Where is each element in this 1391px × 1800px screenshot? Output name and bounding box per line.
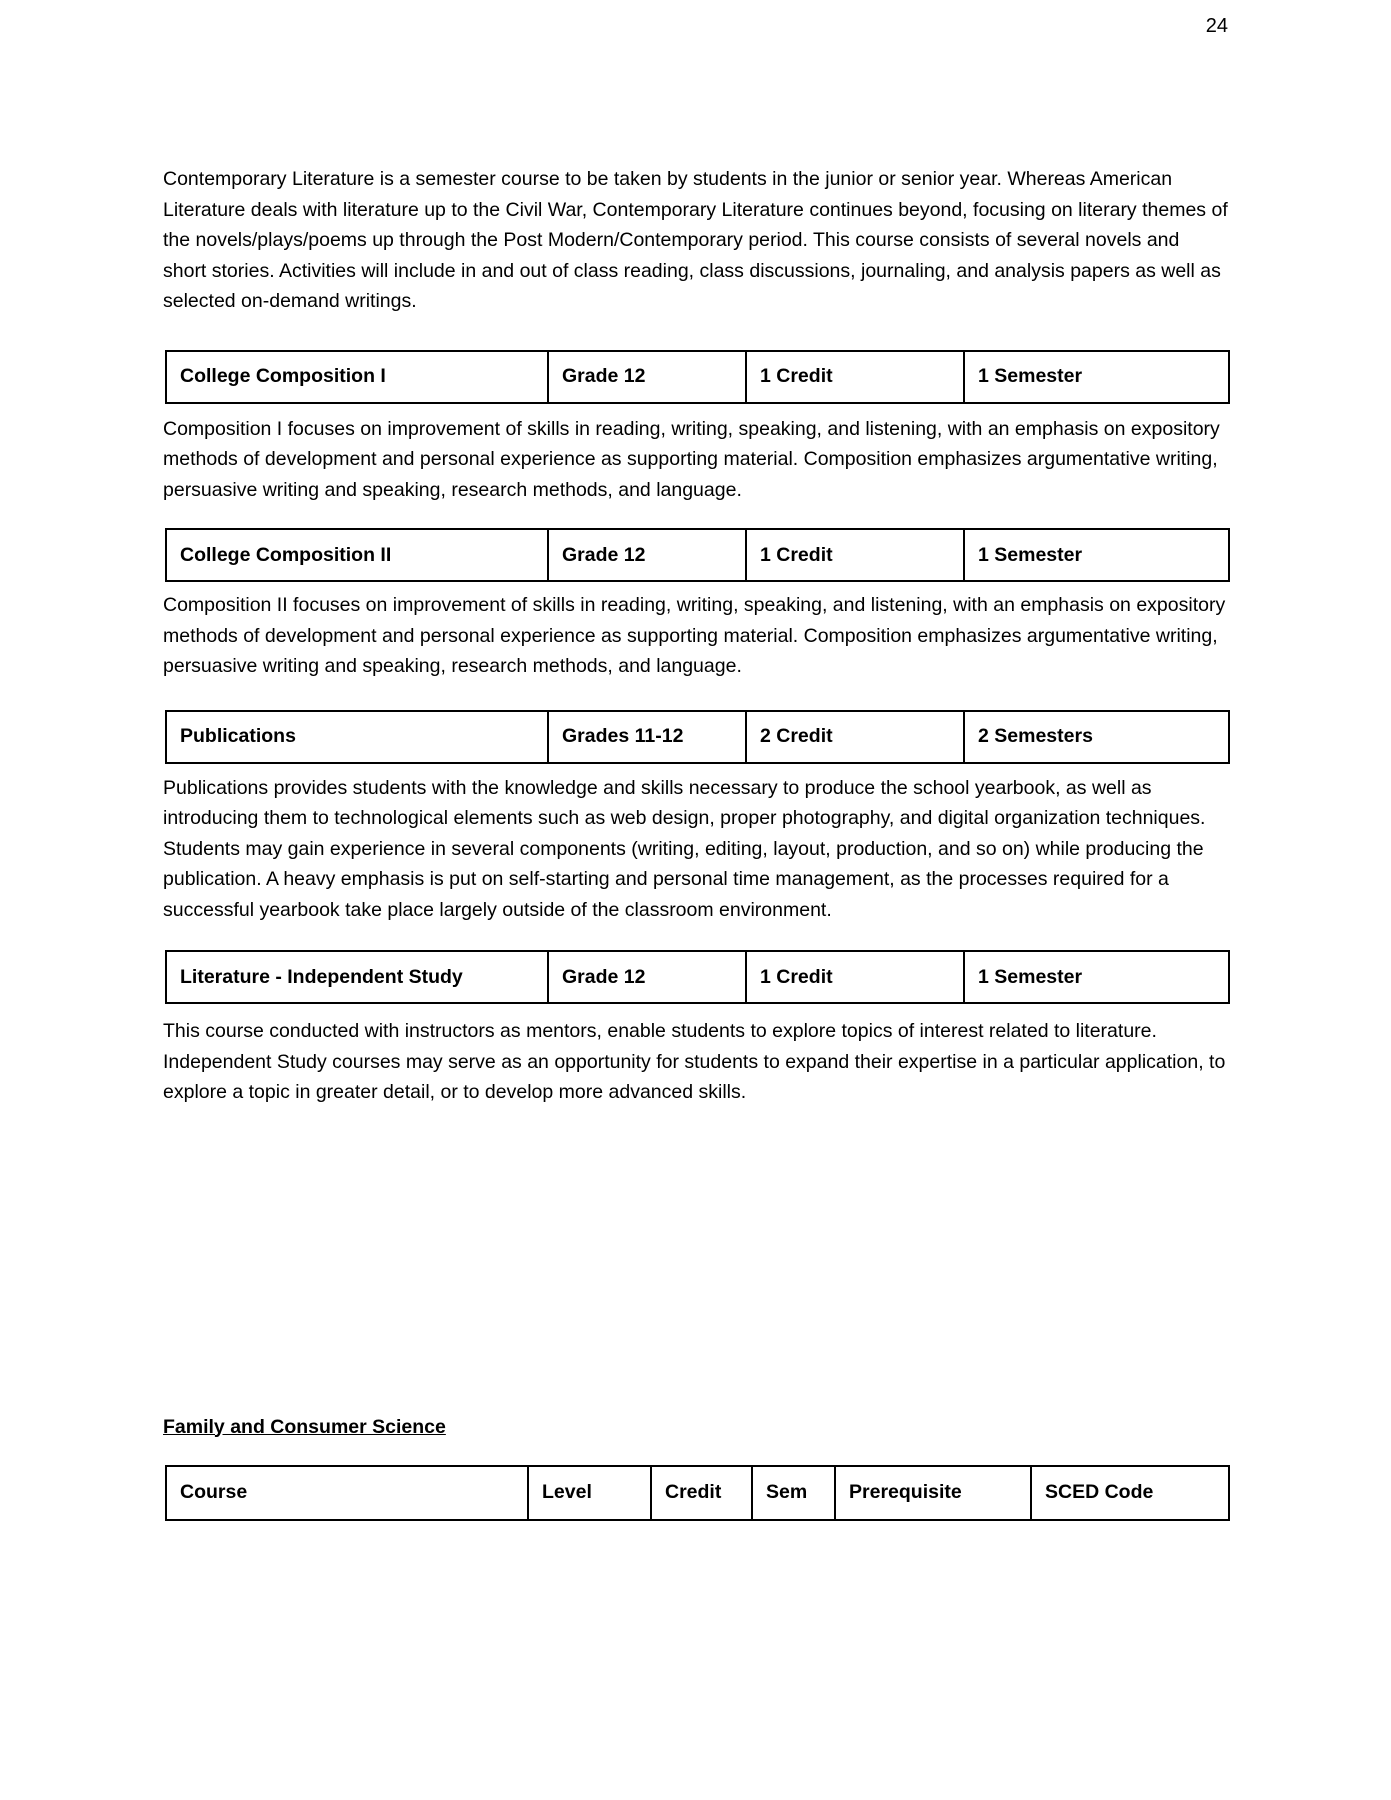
course-description-literature-independent-study: This course conducted with instructors as mentors, enable students to explore topics of interest related to literature. Independent Study courses may serve as an opportunity for students to expand their expertise in a particular application, to explore a topic in greater detail, or to develop more advanced skills. xyxy=(163,1020,1226,1103)
course-semester-cell: 2 Semesters xyxy=(964,711,1229,763)
header-cell-sced-code: SCED Code xyxy=(1031,1466,1229,1520)
course-grade-cell: Grade 12 xyxy=(548,529,746,581)
page-number: 24 xyxy=(1205,15,1228,37)
course-semester-cell: 1 Semester xyxy=(964,951,1229,1003)
course-description-college-composition-1: Composition I focuses on improvement of skills in reading, writing, speaking, and listening, with an emphasis on expository methods of development and personal experience as supporting material. Composition emphasizes argumentative writing, persuasive writing and speaking, research methods, and language. xyxy=(163,417,1220,501)
course-credit-cell: 2 Credit xyxy=(746,711,964,763)
page-content xyxy=(163,0,1228,1521)
course-header-table-college-composition-1 xyxy=(165,350,1230,404)
course-name-cell: Literature - Independent Study xyxy=(166,951,548,1003)
header-cell-course: Course xyxy=(166,1466,528,1520)
table-row xyxy=(166,711,1229,763)
course-description-publications: Publications provides students with the knowledge and skills necessary to produce the school yearbook, as well as introducing them to technological elements such as web design, proper photography, and digital organization techniques. Students may gain experience in several components (writing, editing, layout, production, and so on) while producing the publication. A heavy emphasis is put on self-starting and personal time management, as the processes required for a successful yearbook take place largely outside of the classroom environment. xyxy=(163,776,1206,921)
table-header-row xyxy=(166,1466,1229,1520)
course-grade-cell: Grades 11-12 xyxy=(548,711,746,763)
section-heading-family-and-consumer-science: Family and Consumer Science xyxy=(163,1415,446,1438)
header-cell-level: Level xyxy=(528,1466,651,1520)
course-semester-cell: 1 Semester xyxy=(964,529,1229,581)
course-credit-cell: 1 Credit xyxy=(746,351,964,403)
course-grade-cell: Grade 12 xyxy=(548,351,746,403)
course-name-cell: Publications xyxy=(166,711,548,763)
table-row xyxy=(166,529,1229,581)
header-cell-prerequisite: Prerequisite xyxy=(835,1466,1031,1520)
table-row xyxy=(166,951,1229,1003)
course-semester-cell: 1 Semester xyxy=(964,351,1229,403)
course-description-college-composition-2: Composition II focuses on improvement of skills in reading, writing, speaking, and listening, with an emphasis on expository methods of development and personal experience as supporting material. Composition emphasizes argumentative writing, persuasive writing and speaking, research methods, and language. xyxy=(163,594,1226,677)
intro-paragraph: Contemporary Literature is a semester course to be taken by students in the junior or senior year. Whereas American Literature deals with literature up to the Civil War, Contemporary Literature continues beyond, focusing on literary themes of the novels/plays/poems up through the Post Modern/Contemporary period. This course consists of several novels and short stories. Activities will include in and out of class reading, class discussions, journaling, and analysis papers as well as selected on-demand writings. xyxy=(163,168,1228,312)
course-credit-cell: 1 Credit xyxy=(746,529,964,581)
facs-course-list-header-table xyxy=(165,1465,1230,1521)
course-header-table-publications xyxy=(165,710,1230,764)
course-header-table-college-composition-2 xyxy=(165,528,1230,582)
course-name-cell: College Composition I xyxy=(166,351,548,403)
course-grade-cell: Grade 12 xyxy=(548,951,746,1003)
table-row xyxy=(166,351,1229,403)
course-credit-cell: 1 Credit xyxy=(746,951,964,1003)
course-name-cell: College Composition II xyxy=(166,529,548,581)
course-header-table-literature-independent-study xyxy=(165,950,1230,1004)
header-cell-sem: Sem xyxy=(752,1466,835,1520)
header-cell-credit: Credit xyxy=(651,1466,752,1520)
